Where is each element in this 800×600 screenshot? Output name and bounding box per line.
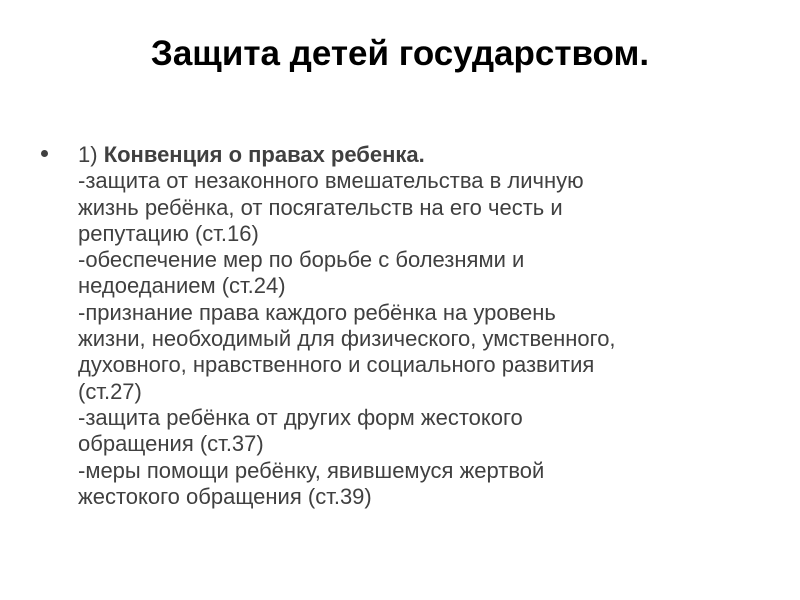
bullet-list	[38, 142, 758, 510]
bullet-line: духовного, нравственного и социального развития	[78, 352, 595, 378]
bullet-line: -обеспечение мер по борьбе с болезнями и	[78, 247, 525, 273]
bullet-number: 1)	[78, 142, 98, 167]
bullet-dot-icon	[41, 150, 48, 157]
bullet-line: жизни, необходимый для физического, умственного,	[78, 326, 616, 352]
bullet-line: обращения (ст.37)	[78, 431, 264, 457]
bullet-heading: Конвенция о правах ребенка.	[103, 142, 425, 167]
bullet-item	[38, 142, 758, 510]
bullet-line: -признание права каждого ребёнка на уровень	[78, 299, 556, 325]
bullet-line: жизнь ребёнка, от посягательств на его честь и	[78, 194, 563, 220]
bullet-line: репутацию (ст.16)	[78, 220, 259, 246]
bullet-line: -защита ребёнка от других форм жестокого	[78, 404, 523, 430]
bullet-line: недоеданием (ст.24)	[78, 273, 286, 299]
slide-title: Защита детей государством.	[150, 34, 650, 73]
bullet-text	[78, 142, 758, 510]
bullet-line: (ст.27)	[78, 378, 142, 404]
bullet-heading-line	[78, 142, 758, 168]
bullet-line: жестокого обращения (ст.39)	[78, 483, 372, 509]
bullet-line: -меры помощи ребёнку, явившемуся жертвой	[78, 457, 545, 483]
bullet-line: -защита от незаконного вмешательства в личную	[78, 168, 584, 194]
